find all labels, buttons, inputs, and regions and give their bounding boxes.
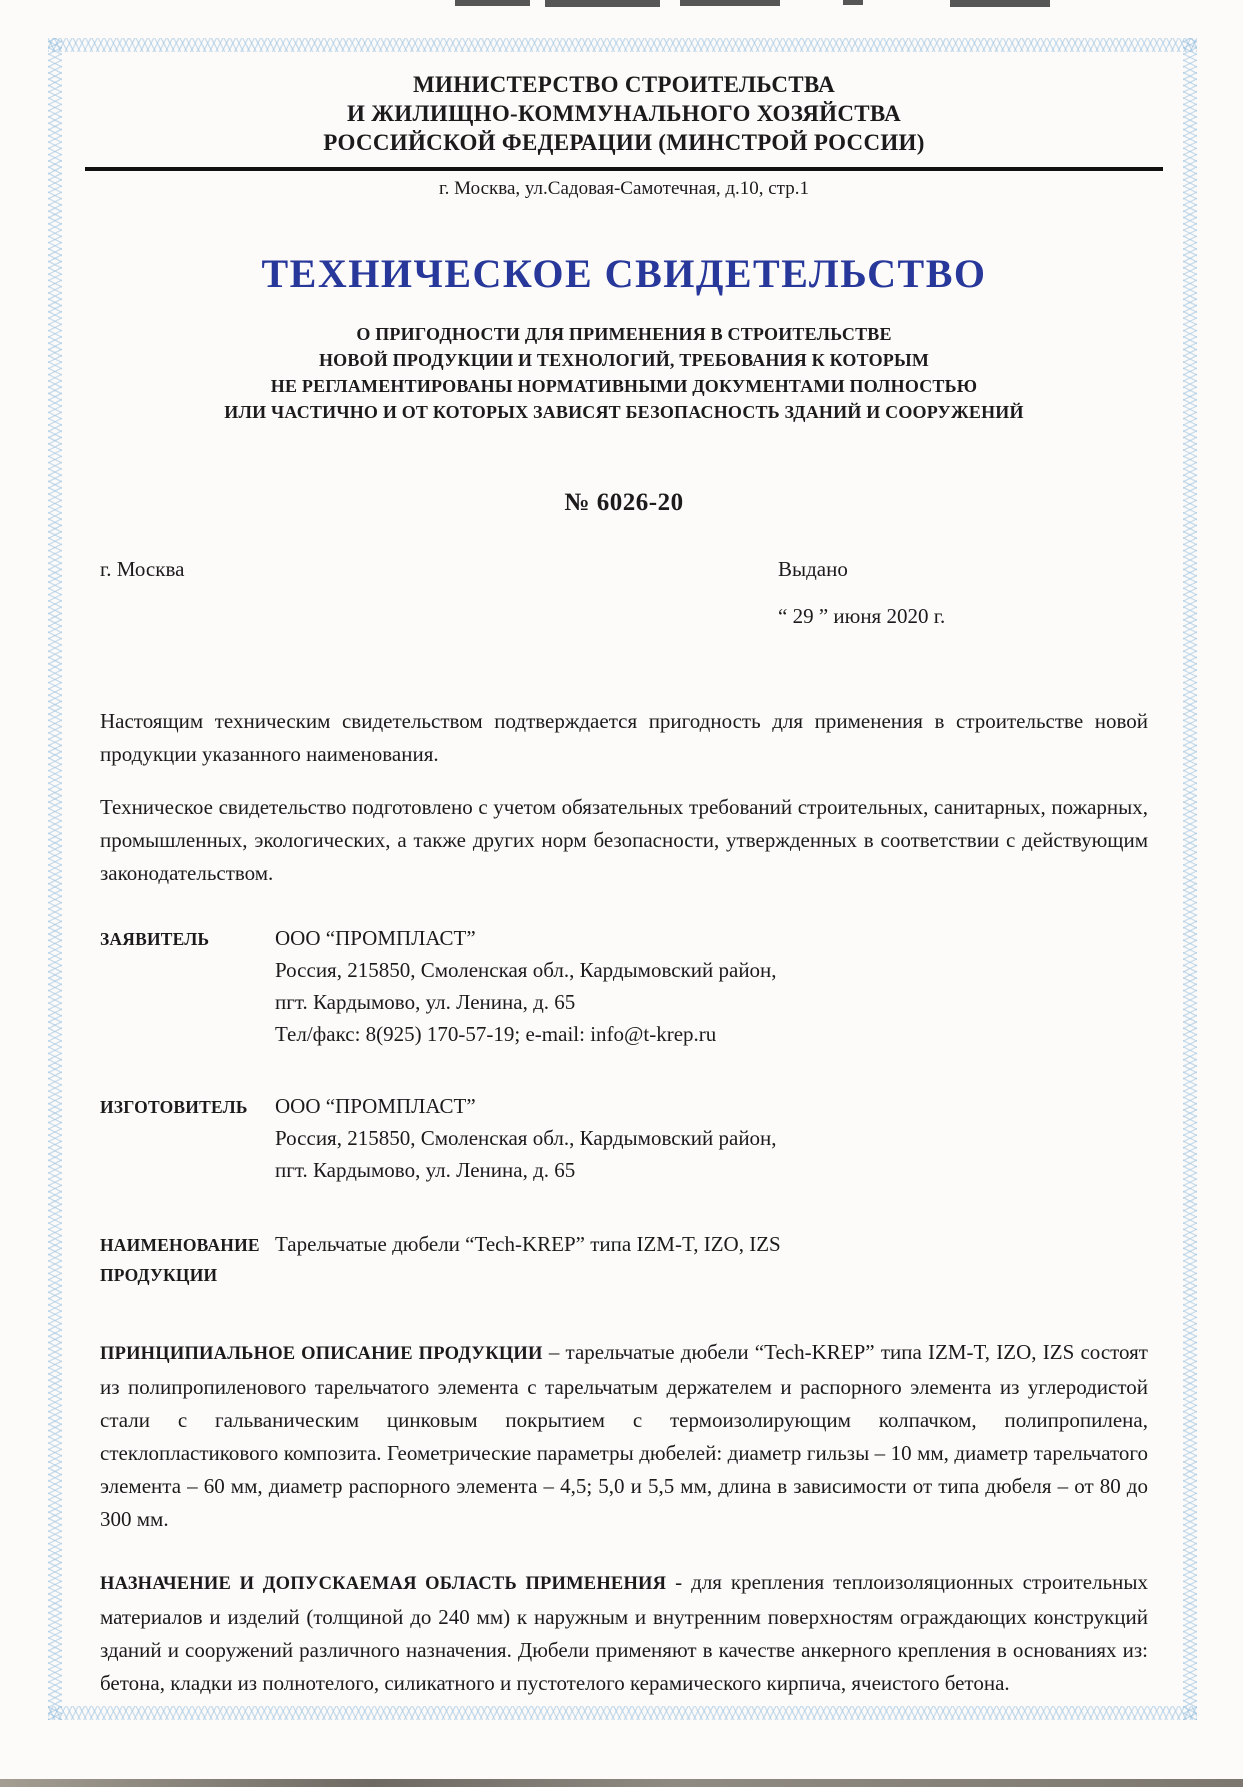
- issue-block: [778, 557, 1148, 629]
- border-pattern-left: [48, 38, 62, 1720]
- scan-edge-bottom: [0, 1779, 1243, 1787]
- manufacturer-line: ООО “ПРОМПЛАСТ”: [275, 1094, 476, 1118]
- subtitle-line: О ПРИГОДНОСТИ ДЛЯ ПРИМЕНЕНИЯ В СТРОИТЕЛЬСТВЕ: [356, 324, 892, 344]
- description-label: ПРИНЦИПИАЛЬНОЕ ОПИСАНИЕ ПРОДУКЦИИ: [100, 1344, 543, 1364]
- purpose-text: - для крепления теплоизоляционных строительных материалов и изделий (толщиной до 240 мм) к наружным и внутренним поверхностям ограждающих конструкций зданий и сооружений различного назначения. Дюбели применяют в качестве анкерного крепления в основаниях из: бетона, кладки из полнотелого, силикатного и пустотелого керамического кирпича, ячеистого бетона.: [100, 1570, 1148, 1695]
- field-product-name-value: [275, 1228, 1148, 1290]
- applicant-line: ООО “ПРОМПЛАСТ”: [275, 926, 476, 950]
- paragraph-purpose: [100, 1566, 1148, 1700]
- field-applicant-label: ЗАЯВИТЕЛЬ: [100, 929, 210, 949]
- ministry-line: РОССИЙСКОЙ ФЕДЕРАЦИИ (МИНСТРОЙ РОССИИ): [323, 130, 925, 155]
- border-pattern-right: [1183, 38, 1197, 1720]
- applicant-line: пгт. Кардымово, ул. Ленина, д. 65: [275, 990, 576, 1014]
- field-product-name: [100, 1228, 1148, 1290]
- purpose-label: НАЗНАЧЕНИЕ И ДОПУСКАЕМАЯ ОБЛАСТЬ ПРИМЕНЕНИЯ: [100, 1574, 667, 1594]
- applicant-line: Россия, 215850, Смоленская обл., Кардымовский район,: [275, 958, 777, 982]
- subtitle-line: ИЛИ ЧАСТИЧНО И ОТ КОТОРЫХ ЗАВИСЯТ БЕЗОПАСНОСТЬ ЗДАНИЙ И СООРУЖЕНИЙ: [224, 402, 1024, 422]
- field-applicant: [100, 922, 1148, 1050]
- paragraph-description: [100, 1336, 1148, 1536]
- field-applicant-value: [275, 922, 1148, 1050]
- description-text: – тарельчатые дюбели “Tech-KREP” типа IZM-T, IZO, IZS состоят из полипропиленового тарельчатого элемента с тарельчатым держателем и распорного элемента из углеродистой стали с гальваническим цинковым покрытием с термоизолирующим колпачком, полипропилена, стеклопластикового композита. Геометрические параметры дюбелей: диаметр гильзы – 10 мм, диаметр тарельчатого элемента – 60 мм, диаметр распорного элемента – 4,5; 5,0 и 5,5 мм, длина в зависимости от типа дюбеля – от 80 до 300 мм.: [100, 1340, 1148, 1531]
- document-content: [100, 0, 1148, 1700]
- issued-label: Выдано: [778, 557, 848, 581]
- subtitle-line: НОВОЙ ПРОДУКЦИИ И ТЕХНОЛОГИЙ, ТРЕБОВАНИЯ К КОТОРЫМ: [318, 350, 930, 370]
- applicant-line: Тел/факс: 8(925) 170-57-19; e-mail: info@t-krep.ru: [275, 1022, 717, 1046]
- manufacturer-line: Россия, 215850, Смоленская обл., Кардымовский район,: [275, 1126, 777, 1150]
- ministry-line: И ЖИЛИЩНО-КОММУНАЛЬНОГО ХОЗЯЙСТВА: [346, 101, 902, 126]
- ministry-header: [100, 70, 1148, 157]
- certificate-number: № 6026-20: [564, 489, 684, 516]
- field-product-name-label: НАИМЕНОВАНИЕ ПРОДУКЦИИ: [100, 1235, 260, 1285]
- header-rule: [85, 167, 1163, 171]
- issue-row: [100, 557, 1148, 629]
- border-pattern-bottom: [48, 1706, 1197, 1720]
- product-name-line: Тарельчатые дюбели “Tech-KREP” типа IZM-T, IZO, IZS: [275, 1232, 781, 1256]
- field-manufacturer-label: ИЗГОТОВИТЕЛЬ: [100, 1097, 248, 1117]
- document-title: ТЕХНИЧЕСКОЕ СВИДЕТЕЛЬСТВО: [261, 251, 987, 296]
- manufacturer-line: пгт. Кардымово, ул. Ленина, д. 65: [275, 1158, 576, 1182]
- issue-city: г. Москва: [100, 557, 185, 581]
- field-manufacturer-value: [275, 1090, 1148, 1186]
- document-subtitle: [100, 321, 1148, 425]
- field-manufacturer: [100, 1090, 1148, 1186]
- paragraph-prepared: Техническое свидетельство подготовлено с учетом обязательных требований строительных, санитарных, пожарных, промышленных, экологических, а также других норм безопасности, утвержденных в соответствии с действующим законодательством.: [100, 795, 1148, 885]
- subtitle-line: НЕ РЕГЛАМЕНТИРОВАНЫ НОРМАТИВНЫМИ ДОКУМЕНТАМИ ПОЛНОСТЬЮ: [270, 376, 978, 396]
- ministry-line: МИНИСТЕРСТВО СТРОИТЕЛЬСТВА: [413, 72, 835, 97]
- paragraph-confirmation: Настоящим техническим свидетельством подтверждается пригодность для применения в строительстве новой продукции указанного наименования.: [100, 709, 1148, 766]
- issued-date: “ 29 ” июня 2020 г.: [778, 604, 946, 628]
- ministry-address: г. Москва, ул.Садовая-Самотечная, д.10, стр.1: [439, 178, 809, 199]
